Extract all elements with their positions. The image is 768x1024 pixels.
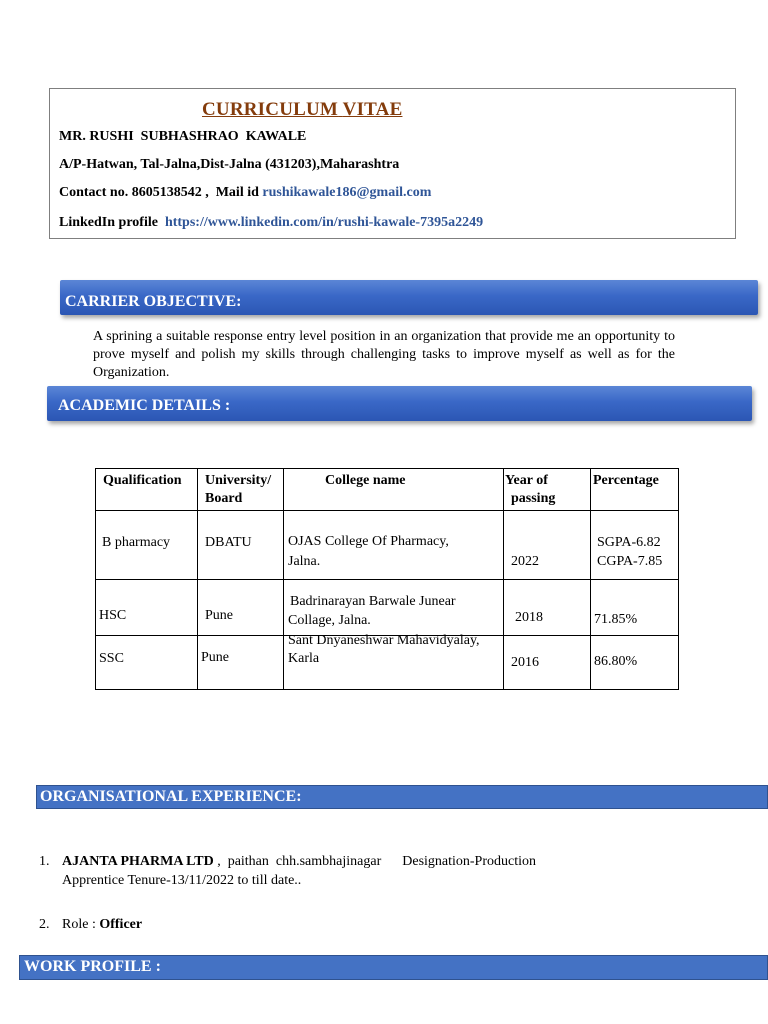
header-cell-year: Year of passing	[504, 469, 591, 511]
linkedin-line	[59, 215, 483, 231]
company-details: , paithan chh.sambhajinagar Designation-Production	[213, 854, 537, 869]
candidate-name: MR. RUSHI SUBHASHRAO KAWALE	[59, 129, 307, 144]
experience-heading-bar	[36, 785, 768, 809]
cell-percentage: 71.85%	[591, 580, 679, 636]
cell-qualification: B pharmacy	[96, 511, 198, 580]
academic-heading: ACADEMIC DETAILS :	[58, 397, 231, 414]
contact-line	[59, 185, 431, 201]
linkedin-link[interactable]: https://www.linkedin.com/in/rushi-kawale-7395a2249	[164, 215, 484, 230]
table-row	[96, 511, 679, 580]
academic-table	[95, 468, 679, 690]
cell-qualification: SSC	[96, 636, 198, 690]
work-profile-heading-bar	[19, 955, 768, 980]
experience-heading: ORGANISATIONAL EXPERIENCE:	[40, 788, 302, 805]
cell-college: OJAS College Of Pharmacy, Jalna.	[284, 511, 504, 580]
objective-text: A sprining a suitable response entry level position in an organization that provide me an opportunity to prove myself and polish my skills through challenging tasks to improve myself as well as for the Organization.	[93, 329, 675, 380]
objective-heading: CARRIER OBJECTIVE:	[65, 293, 242, 310]
objective-heading-bar	[60, 280, 758, 315]
cv-title	[202, 99, 402, 121]
header-cell-qualification: Qualification	[96, 469, 198, 511]
role-label: Role :	[62, 917, 100, 932]
email-link[interactable]: rushikawale186@gmail.com	[262, 185, 432, 200]
cell-board: Pune	[198, 636, 284, 690]
table-header-row	[96, 469, 679, 511]
company-name: AJANTA PHARMA LTD	[62, 854, 214, 869]
cell-year: 2016	[504, 636, 591, 690]
experience-item-line2: Apprentice Tenure-13/11/2022 to till date..	[62, 873, 302, 888]
cv-title-word2: VITAE	[342, 99, 403, 120]
cell-college: Badrinarayan Barwale Junear Collage, Jalna.	[284, 580, 504, 636]
experience-item-number: 1.	[39, 854, 50, 869]
table-row	[96, 636, 679, 690]
experience-item	[62, 852, 662, 890]
cell-board: DBATU	[198, 511, 284, 580]
cell-percentage: 86.80%	[591, 636, 679, 690]
role-value: Officer	[99, 917, 143, 932]
role-item-number: 2.	[39, 917, 50, 932]
table-row	[96, 580, 679, 636]
experience-item-line1	[62, 852, 662, 871]
cell-board: Pune	[198, 580, 284, 636]
cell-percentage: SGPA-6.82 CGPA-7.85	[591, 511, 679, 580]
header-cell-percentage: Percentage	[591, 469, 679, 511]
header-cell-college: College name	[284, 469, 504, 511]
contact-label: Contact no. 8605138542 , Mail id	[59, 185, 263, 200]
cv-title-word1: CURRICULUM	[202, 99, 339, 120]
linkedin-label: LinkedIn profile	[59, 215, 165, 230]
cell-year: 2018	[504, 580, 591, 636]
header-cell-university: University/ Board	[198, 469, 284, 511]
cell-college: Sant Dnyaneshwar Mahavidyalay, Karla	[284, 636, 504, 690]
work-profile-heading: WORK PROFILE :	[24, 958, 161, 975]
academic-heading-bar	[47, 386, 752, 421]
cell-year: 2022	[504, 511, 591, 580]
cell-qualification: HSC	[96, 580, 198, 636]
role-item	[62, 915, 142, 934]
address-line: A/P-Hatwan, Tal-Jalna,Dist-Jalna (431203),Maharashtra	[59, 157, 400, 172]
